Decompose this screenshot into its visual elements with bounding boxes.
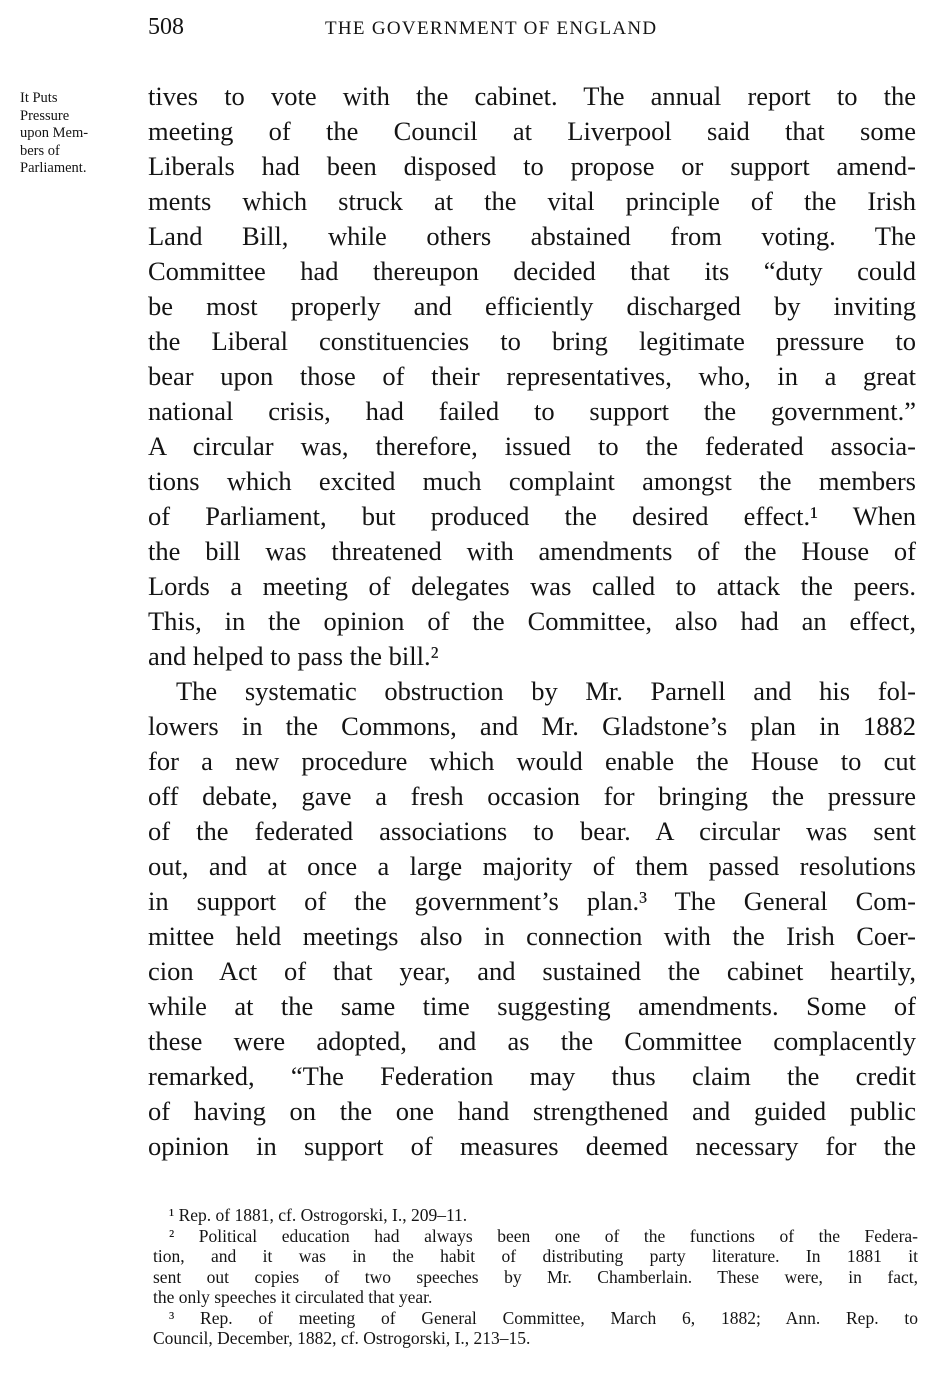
text-line: opinion in support of measures deemed necessary for the	[148, 1131, 916, 1161]
text-line: while at the same time suggesting amendments. Some of	[148, 991, 916, 1021]
marginal-note-line: Parliament.	[20, 160, 87, 176]
page-header	[148, 14, 918, 48]
text-line: be most properly and efficiently discharged by inviting	[148, 291, 916, 321]
marginal-note-line: upon Mem-	[20, 125, 89, 141]
text-line: cion Act of that year, and sustained the cabinet heartily,	[148, 956, 916, 986]
text-line: lowers in the Commons, and Mr. Gladstone’s plan in 1882	[148, 711, 916, 741]
text-line: tives to vote with the cabinet. The annual report to the	[148, 81, 916, 111]
footnote-3-line: Council, December, 1882, cf. Ostrogorski, I., 213–15.	[153, 1328, 531, 1348]
text-line: of the federated associations to bear. A circular was sent	[148, 816, 916, 846]
text-line: of Parliament, but produced the desired effect.¹ When	[148, 501, 916, 531]
text-line: these were adopted, and as the Committee complacently	[148, 1026, 916, 1056]
text-line: Lords a meeting of delegates was called to attack the peers.	[148, 571, 916, 601]
paragraph-1	[148, 79, 916, 674]
text-line: national crisis, had failed to support the government.”	[148, 396, 916, 426]
text-line: A circular was, therefore, issued to the federated associa-	[148, 431, 916, 461]
footnotes	[153, 1205, 918, 1349]
marginal-note-line: bers of	[20, 142, 60, 159]
text-line: Liberals had been disposed to propose or support amend-	[148, 151, 916, 181]
text-line: bear upon those of their representatives, who, in a great	[148, 361, 916, 391]
text-line: This, in the opinion of the Committee, also had an effect,	[148, 606, 916, 636]
text-line: and helped to pass the bill.²	[148, 641, 439, 671]
text-line: the Liberal constituencies to bring legitimate pressure to	[148, 326, 916, 356]
body-text	[148, 79, 916, 1164]
text-line: out, and at once a large majority of them passed resolutions	[148, 851, 916, 881]
text-line: for a new procedure which would enable the House to cut	[148, 746, 916, 776]
footnote-2-line: tion, and it was in the habit of distributing party literature. In 1881 it	[153, 1246, 918, 1266]
text-line: meeting of the Council at Liverpool said that some	[148, 116, 916, 146]
marginal-note-line: Pressure	[20, 107, 70, 124]
text-line: tions which excited much complaint amongst the members	[148, 466, 916, 496]
text-line: Committee had thereupon decided that its “duty could	[148, 256, 916, 286]
footnote-3: ³ Rep. of meeting of General Committee, March 6, 1882; Ann. Rep. to	[169, 1307, 918, 1328]
footnote-1: ¹ Rep. of 1881, cf. Ostrogorski, I., 209–11.	[169, 1205, 468, 1225]
text-line: remarked, “The Federation may thus claim the credit	[148, 1061, 916, 1091]
text-line: Land Bill, while others abstained from voting. The	[148, 221, 916, 251]
marginal-note	[20, 90, 135, 178]
text-line: in support of the government’s plan.³ The General Com-	[148, 886, 916, 916]
text-line: ments which struck at the vital principle of the Irish	[148, 186, 916, 216]
text-line: the bill was threatened with amendments of the House of	[148, 536, 916, 566]
text-line: mittee held meetings also in connection with the Irish Coer-	[148, 921, 916, 951]
text-line: The systematic obstruction by Mr. Parnell and his fol-	[176, 676, 916, 706]
footnote-2-line: sent out copies of two speeches by Mr. Chamberlain. These were, in fact,	[153, 1266, 918, 1287]
marginal-note-line: It Puts	[20, 90, 58, 106]
running-title: THE GOVERNMENT OF ENGLAND	[325, 18, 658, 39]
footnote-2: ² Political education had always been one of the functions of the Federa-	[169, 1225, 918, 1246]
text-line: of having on the one hand strengthened and guided public	[148, 1096, 916, 1126]
paragraph-2	[148, 674, 916, 1164]
footnote-2-line: the only speeches it circulated that year.	[153, 1287, 433, 1307]
page-number: 508	[148, 14, 184, 40]
text-line: off debate, gave a fresh occasion for bringing the pressure	[148, 781, 916, 811]
